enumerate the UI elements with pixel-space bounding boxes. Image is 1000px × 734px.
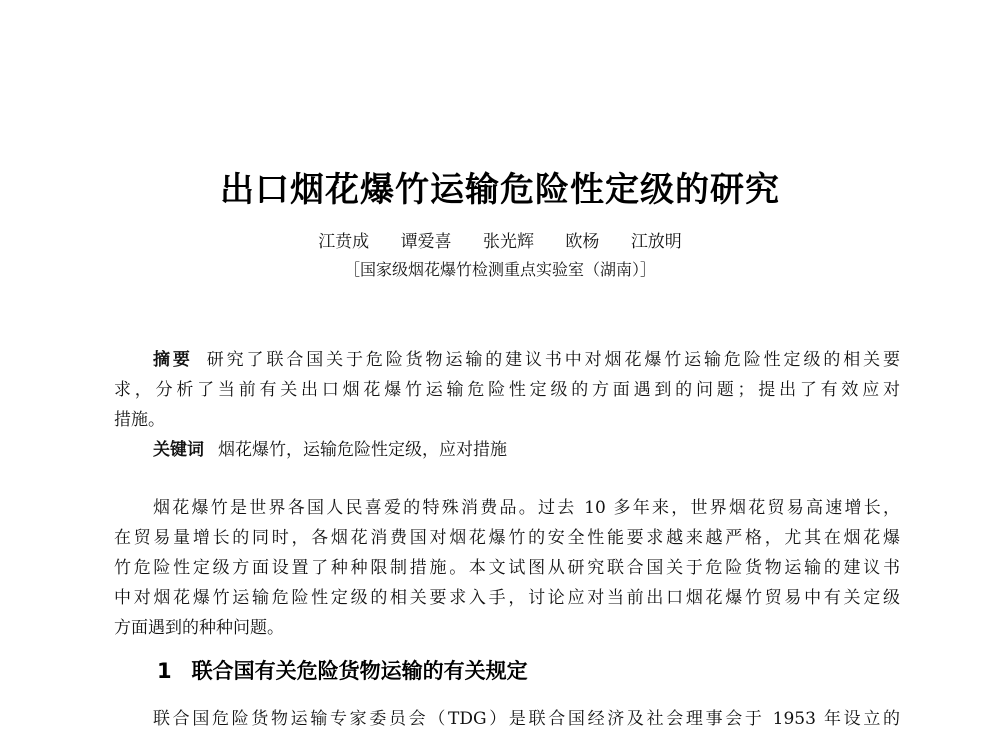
intro-paragraph xyxy=(114,493,900,643)
section-number: 1 xyxy=(157,659,172,683)
keywords-text: 烟花爆竹，运输危险性定级，应对措施 xyxy=(218,440,507,460)
author: 江放明 xyxy=(630,232,682,252)
author: 张光辉 xyxy=(483,232,534,252)
abstract-line xyxy=(114,345,900,375)
section-paragraph xyxy=(114,704,900,734)
intro-line: 烟花爆竹是世界各国人民喜爱的特殊消费品。过去 10 多年来，世界烟花贸易高速增长， xyxy=(153,498,900,518)
abstract-line: 求，分析了当前有关出口烟花爆竹运输危险性定级的方面遇到的问题；提出了有效应对 xyxy=(114,380,900,400)
intro-line: 中对烟花爆竹运输危险性定级的相关要求入手，讨论应对当前出口烟花爆竹贸易中有关定级 xyxy=(114,588,900,608)
author: 谭爱喜 xyxy=(400,232,452,252)
keywords xyxy=(114,435,900,465)
intro-line: 在贸易量增长的同时，各烟花消费国对烟花爆竹的安全性能要求越来越严格，尤其在烟花爆 xyxy=(114,528,900,548)
abstract xyxy=(114,345,900,435)
affiliation: ［国家级烟花爆竹检测重点实验室（湖南）］ xyxy=(343,260,656,279)
author: 欧杨 xyxy=(565,232,600,252)
abstract-text: 研究了联合国关于危险货物运输的建议书中对烟花爆竹运输危险性定级的相关要 xyxy=(206,350,901,370)
intro-line: 方面遇到的种种问题。 xyxy=(114,618,284,638)
abstract-line: 措施。 xyxy=(114,410,165,430)
section-line: 联合国危险货物运输专家委员会（TDG）是联合国经济及社会理事会于 1953 年设立的 xyxy=(153,709,900,729)
section-title: 联合国有关危险货物运输的有关规定 xyxy=(191,659,528,683)
paper-title: 出口烟花爆竹运输危险性定级的研究 xyxy=(220,170,780,210)
section-heading xyxy=(157,655,528,685)
intro-line: 竹危险性定级方面设置了种种限制措施。本文试图从研究联合国关于危险货物运输的建议书 xyxy=(114,558,900,578)
author-list xyxy=(0,227,1000,252)
keywords-label: 关键词 xyxy=(153,440,204,460)
keywords-line xyxy=(114,435,900,465)
abstract-label: 摘要 xyxy=(153,350,193,370)
author: 江贲成 xyxy=(318,232,370,252)
